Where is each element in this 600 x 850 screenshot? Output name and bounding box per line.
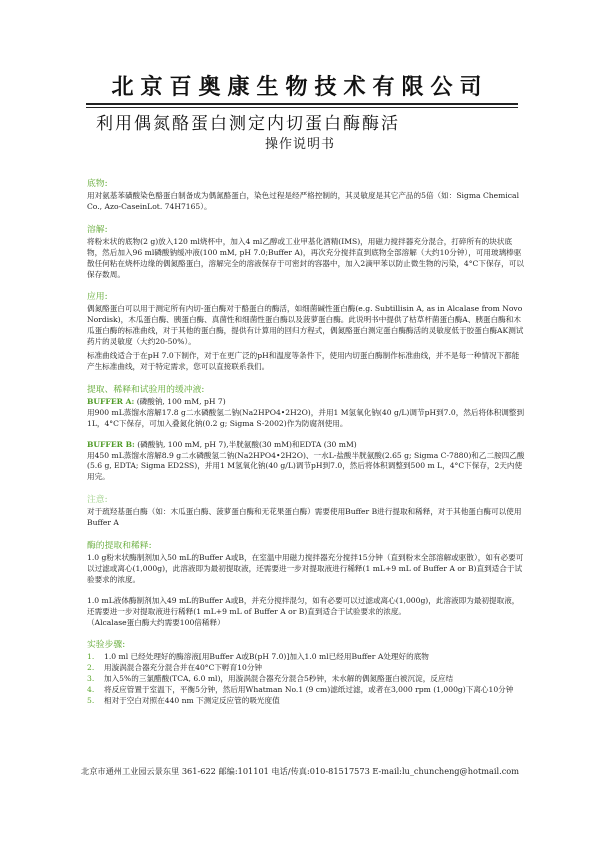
step-item [87,685,525,696]
application-paragraph-1: 偶氮酪蛋白可以用于测定所有内切-蛋白酶对于酪蛋白的酶活，如细菌碱性蛋白酶(e.g. Subtillisin A, as in Alcalase from Novo Nordisk)，木瓜蛋白酶、胰蛋白酶、真菌性和细菌性蛋白酶以及菠萝蛋白酶。此说明书中提供了枯草杆菌蛋白酶A、胰蛋白酶和木瓜蛋白酶的标准曲线，对于其他的蛋白酶，提供有计算用的回归方程式，偶氮酪蛋白测定蛋白酶酶活的灵敏度低于胶蛋白酶AK测试药片的灵敏度（大约20-50%）。 [87,304,524,347]
buffer-b-desc: (磷酸钠, 100 mM, pH 7),半胱氨酸(30 mM)和EDTA (30 mM) [137,439,357,449]
section-heading-dissolve: 溶解: [87,224,108,235]
section-note [87,494,525,529]
step-item [87,696,525,707]
extraction-paragraph-1: 1.0 g粉末状酶制剂加入50 mL的Buffer A或B，在室温中用磁力搅拌器充分搅拌15分钟（直到粉末全部溶解或驱散），如有必要可以过滤或离心(1,000g)，此溶液即为最初提取液，还需要进一步对提取液进行稀释(1 mL+9 mL of Buffer A or B)直到适合于试验要求的浓度。 [87,553,524,584]
step-number: 3. [87,674,95,684]
buffer-a-desc: (磷酸钠, 100 mM, pH 7) [136,396,226,406]
section-steps [87,639,525,707]
dissolve-text: 将粉末状的底物(2 g)放入120 ml烧杯中，加入4 ml乙醇或工业甲基化酒精(IMS)，用磁力搅拌器充分混合，打碎所有的块状底物，然后加入96 ml磷酸钠缓冲液(100 mM, pH 7.0;Buffer A)，再次充分搅拌直到底物全部溶解（大约10分钟），可用玻璃棒驱散任何粘在烧杯边缘的偶氮酪蛋白，溶解完全的溶液保存于可密封的容器中，加入2滴甲苯以防止微生物的污染，4°C下保存，可以保存数周。 [87,236,524,279]
section-dissolve [87,224,525,281]
section-buffers [87,384,525,483]
document-subtitle: 操作说明书 [264,137,335,152]
application-paragraph-2: 标准曲线适合于在pH 7.0下制作，对于在更广泛的pH和温度等条件下，使用内切蛋白酶制作标准曲线，并不是每一种情况下都能产生标准曲线，对于特定需求，您可以直接联系我们。 [87,351,520,371]
section-heading-substrate: 底物: [87,179,108,189]
step-text: 加入5%的三氯醋酸(TCA, 6.0 ml)，用漩涡混合器充分混合5秒钟，未水解的偶氮酪蛋白被沉淀，反应结 [104,674,454,684]
extraction-paragraph-2: 1.0 mL液体酶制剂加入49 mL的Buffer A或B，并充分搅拌混匀，如有必要可以过滤或离心(1,000g)，此溶液即为最初提取液，还需要进一步对提取液进行稀释(1 mL+9 mL of Buffer A or B)直到适合于试验要求的浓度。 [87,595,520,616]
step-item [87,663,525,674]
note-text: 对于巯羟基蛋白酶（如：木瓜蛋白酶、菠萝蛋白酶和无花果蛋白酶）需要使用Buffer B进行提取和稀释，对于其他蛋白酶可以使用Buffer A [87,507,522,528]
steps-list [87,652,525,707]
header-rule-thin [86,107,518,108]
buffer-a-title: BUFFER A: [87,396,135,406]
step-text: 用漩涡混合器充分混合并在40°C下孵育10分钟 [104,663,263,673]
buffer-a-text: 用900 mL蒸馏水溶解17.8 g二水磷酸氢二钠(Na2HPO4•2H2O)，并用1 M氢氧化钠(40 g/L)调节pH到7.0，然后将体积调整到1L，4°C下保存，可加入叠氮化钠(0.2 g; Sigma S-2002)作为防腐剂使用。 [87,407,525,428]
section-heading-application: 应用: [87,292,108,303]
step-number: 2. [87,663,95,673]
step-text: 将反应管置于室温下，平衡5分钟，然后用Whatman No.1 (9 cm)滤纸过滤，或者在3,000 rpm (1,000g)下离心10分钟 [104,685,514,695]
section-heading-steps: 实验步骤: [87,640,126,651]
document-title: 利用偶氮酪蛋白测定内切蛋白酶酶活 [96,114,400,134]
buffer-b-text: 用450 mL蒸馏水溶解8.9 g二水磷酸氢二钠(Na2HPO4•2H2O)、一水L-盐酸半胱氨酸(2.65 g; Sigma C-7880)和乙二胺四乙酸(5.6 g, EDTA; Sigma ED2SS)，并用1 M氢氧化钠(40 g/L)调节pH到7.0，然后将体积调整到500 m L，4°C下保存，2天内使用完。 [87,450,525,482]
substrate-text: 用对氨基苯磺酸染色酪蛋白制备成为偶氮酪蛋白，染色过程是经严格控制的，其灵敏度是其它产品的5倍（如：Sigma Chemical Co., Azo-CaseinLot. 74H7165）。 [87,191,519,211]
step-item [87,652,525,663]
step-item [87,674,525,685]
step-number: 5. [87,696,95,706]
section-heading-extraction: 酶的提取和稀释: [87,541,152,552]
step-number: 4. [87,685,95,695]
buffer-b-title: BUFFER B: [87,439,135,449]
buffer-a-header [87,397,525,408]
extraction-paragraph-3: （Alcalase蛋白酶大约需要100倍稀释） [87,617,225,627]
buffer-b-header [87,440,525,451]
company-name: 北京百奥康生物技术有限公司 [111,75,489,100]
document-body [87,178,525,718]
section-substrate [87,178,525,213]
footer-contact: 北京市通州工业园云景东里 361-622 邮编:101101 电话/传真:010-81517573 E-mail:lu_chuncheng@hotmail.com [81,766,519,776]
section-heading-buffers: 提取、稀释和试验用的缓冲液: [87,384,205,395]
header-rule-thick [86,103,518,105]
step-text: 相对于空白对照在440 nm 下测定反应管的吸光度值 [104,696,280,706]
step-number: 1. [87,652,95,662]
section-heading-note: 注意: [87,495,108,506]
section-extraction [87,540,525,628]
section-application [87,291,525,372]
step-text: 1.0 ml 已经处理好的酶溶液[用Buffer A或B(pH 7.0)]加入1.0 ml已经用Buffer A处理好的底物 [104,652,429,662]
